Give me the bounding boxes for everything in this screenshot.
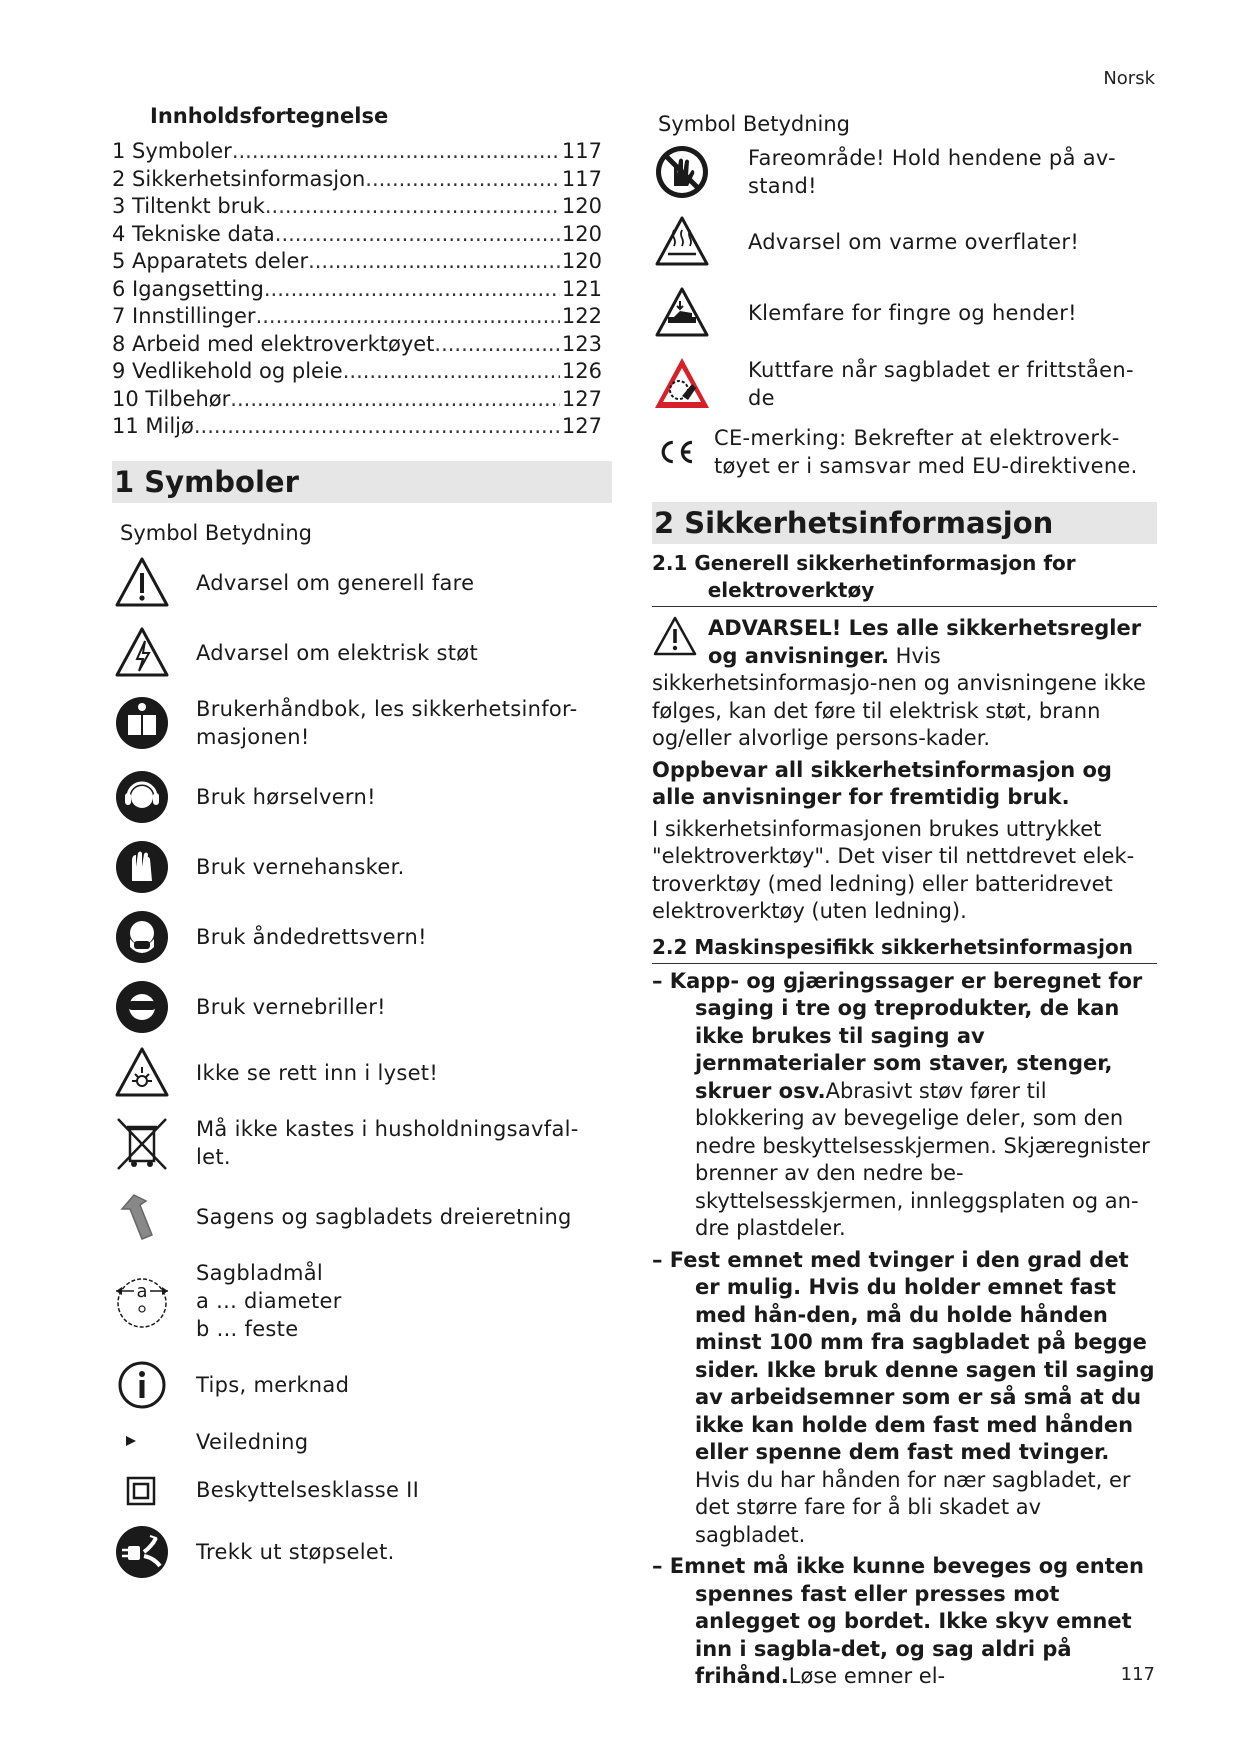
toc-item-label: 1 Symboler [112, 139, 232, 163]
toc-item[interactable] [112, 358, 602, 386]
symbol-description: Bruk hørselvern! [196, 784, 376, 809]
toc-item-label: 4 Tekniske data [112, 221, 275, 246]
section-heading-symbols: 1 Symboler [112, 461, 612, 503]
toc-item-page: 117 [561, 166, 602, 191]
symbol-description: Advarsel om generell fare [196, 570, 475, 595]
symbol-description: Bruk vernebriller! [196, 994, 386, 1019]
toc-leader [194, 413, 560, 441]
toc-item[interactable] [112, 303, 602, 331]
toc-item-label: 2 Sikkerhetsinformasjon [112, 166, 366, 191]
toc-item-page: 120 [561, 249, 602, 273]
toc-item-page: 127 [561, 386, 602, 411]
unplug-icon [112, 1522, 172, 1582]
toc-item-page: 123 [561, 331, 602, 356]
symbol-row [112, 903, 612, 971]
symbol-row [112, 1517, 612, 1587]
toc-leader [343, 358, 560, 386]
toc-item-label: 11 Miljø [112, 414, 194, 438]
saw-blade-icon-label: a [136, 1280, 148, 1302]
toc-item[interactable] [112, 138, 602, 166]
toc-item[interactable] [112, 386, 602, 414]
safety-bullet-text: Abrasivt støv fører til blokkering av bevegelige deler, som den nedre beskyttelsesskjermen. Skjæregnister brenner av den nedre be-skyttelsesskjermen, innleggsplaten og an-dre plastdeler. [695, 1078, 1150, 1240]
symbol-description: Bruk åndedrettsvern! [196, 924, 427, 949]
safety-bullet-list [652, 968, 1157, 1691]
symbol-row [652, 282, 1157, 344]
toc-item-page: 120 [561, 221, 602, 246]
toc-item[interactable] [112, 413, 602, 441]
symbol-row [652, 212, 1157, 272]
keep-instructions-text: Oppbevar all sikkerhetsinformasjon og alle anvisninger for fremtidig bruk. [652, 757, 1112, 809]
symbol-row [652, 354, 1157, 414]
symbol-description: Tips, merknad [196, 1372, 350, 1397]
saw-blade-dimension-icon [112, 1271, 172, 1331]
toc-leader [308, 248, 560, 276]
respiratory-protection-icon [112, 907, 172, 967]
symbol-row [112, 1043, 612, 1103]
safety-bullet-bold: – Emnet må ikke kunne beveges og enten spennes fast eller presses mot anlegget og bordet. Ikke skyv emnet inn i sagbla-det, og sag aldri på frihånd. [652, 1554, 1144, 1688]
toc-item-page: 121 [561, 276, 602, 301]
toc-leader [230, 386, 560, 414]
symbol-row [112, 623, 612, 683]
symbol-description: Advarsel om varme overflater! [748, 230, 1080, 254]
symbol-description: Klemfare for fingre og hender! [748, 301, 1077, 325]
symbol-row [112, 689, 612, 757]
safety-bullet [652, 968, 1157, 1243]
warning-bold: ADVARSEL! Les alle sikkerhetsregler og anvisninger. [708, 616, 1142, 668]
safety-bullet [652, 1247, 1157, 1550]
instruction-arrow-icon [112, 1427, 172, 1457]
symbol-description: Beskyttelsesklasse II [196, 1477, 420, 1502]
symbol-row [112, 553, 612, 613]
toc-item-page: 126 [561, 359, 602, 383]
toc-leader [434, 331, 560, 359]
laser-warning-icon [112, 1043, 172, 1103]
toc-item-page: 117 [561, 139, 602, 163]
safety-goggles-icon [112, 977, 172, 1037]
symbol-table-header: Symbol Betydning [120, 520, 313, 545]
warning-icon [652, 615, 702, 659]
safety-bullet-text: Hvis du har hånden for nær sagbladet, er det større fare for å bli skadet av sagbladet. [695, 1467, 1131, 1547]
info-icon [112, 1355, 172, 1415]
symbol-list [112, 553, 612, 1587]
symbol-row [112, 837, 612, 897]
symbol-description: Bruk vernehansker. [196, 854, 405, 879]
page-language: Norsk [1103, 68, 1155, 89]
toc-item-label: 7 Innstillinger [112, 304, 256, 328]
symbol-row [112, 1109, 612, 1177]
toc-item-label: 8 Arbeid med elektroverktøyet [112, 331, 435, 356]
warning-paragraph [652, 615, 1157, 753]
symbol-list-continued [652, 142, 1157, 480]
subsection-heading-machine: 2.2 Maskinspesifikk sikkerhetsinformasjon [652, 934, 1157, 964]
protective-gloves-icon [112, 837, 172, 897]
safety-bullet-bold: – Kapp- og gjæringssager er beregnet for saging i tre og treprodukter, de kan ikke brukes til saging av jernmaterialer som staver, stenger, skruer osv. [652, 968, 1143, 1103]
safety-bullet-bold: – Fest emnet med tvinger i den grad det er mulig. Hvis du holder emnet fast med hån-den, må du holde hånden minst 100 mm fra sagbladet på begge sider. Ikke bruk denne sagen til saging av arbeidsemner som er så små at du ikke kan holde dem fast med hånden eller spenne dem fast med tvinger. [652, 1247, 1155, 1464]
symbol-description: Brukerhåndbok, les sikkerhetsinfor- masjonen! [196, 696, 578, 749]
symbol-row [112, 1469, 612, 1511]
toc-leader [256, 303, 560, 331]
term-note-text: I sikkerhetsinformasjonen brukes uttrykket "elektroverktøy". Det viser til nettdrevet elek-troverktøy (med ledning) eller batteridrevet elektroverktøy (uten ledning). [652, 816, 1135, 923]
crossed-bin-icon [112, 1113, 172, 1173]
table-of-contents [112, 138, 602, 441]
left-column [112, 104, 612, 1587]
symbol-row [112, 1355, 612, 1415]
symbol-description: Ikke se rett inn i lyset! [196, 1060, 439, 1085]
toc-item[interactable] [112, 221, 602, 249]
right-column [652, 112, 1157, 1695]
toc-item-label: 9 Vedlikehold og pleie [112, 359, 343, 383]
toc-item[interactable] [112, 276, 602, 304]
warning-text: Hvis sikkerhetsinformasjo-nen og anvisningene ikke følges, kan det føre til elektrisk støt, brann og/eller alvorlige persons-kader. [652, 643, 1146, 750]
toc-leader [265, 193, 560, 221]
toc-item[interactable] [112, 248, 602, 276]
symbol-description: Må ikke kastes i husholdningsavfal- let. [196, 1116, 579, 1169]
toc-item[interactable] [112, 166, 602, 194]
symbol-row [112, 1421, 612, 1463]
toc-item-label: 3 Tiltenkt bruk [112, 194, 265, 218]
symbol-description: Sagens og sagbladets dreieretning [196, 1204, 572, 1229]
page-number: 117 [1120, 1664, 1155, 1685]
toc-item-label: 5 Apparatets deler [112, 249, 309, 273]
symbol-row [652, 142, 1157, 202]
toc-leader [275, 221, 560, 249]
warning-triangle-icon [112, 553, 172, 613]
keep-hands-away-icon [652, 142, 712, 202]
electric-shock-warning-icon [112, 623, 172, 683]
read-manual-icon [112, 693, 172, 753]
symbol-description: Sagbladmål a ... diameter b ... feste [196, 1260, 342, 1341]
symbol-row [112, 763, 612, 831]
toc-item[interactable] [112, 193, 602, 221]
toc-item-label: 6 Igangsetting [112, 276, 264, 301]
symbol-description: Kuttfare når sagbladet er frittståen- de [748, 358, 1134, 410]
toc-item[interactable] [112, 331, 602, 359]
rotation-arrow-icon [112, 1187, 172, 1247]
crushing-hands-icon [652, 283, 712, 343]
symbol-row [112, 1187, 612, 1247]
protection-class-ii-icon [112, 1460, 172, 1520]
symbol-description: Advarsel om elektrisk støt [196, 640, 478, 665]
symbol-row [112, 977, 612, 1037]
symbol-row [652, 424, 1157, 480]
cutting-hazard-icon [652, 354, 712, 414]
symbol-description: Trekk ut støpselet. [196, 1539, 395, 1564]
toc-item-page: 120 [561, 194, 602, 218]
toc-leader [232, 138, 560, 166]
symbol-table-header-continued: Symbol Betydning [658, 112, 851, 136]
symbol-row [112, 1253, 612, 1349]
section-heading-safety: 2 Sikkerhetsinformasjon [652, 502, 1157, 544]
hearing-protection-icon [112, 767, 172, 827]
safety-bullet-text: Løse emner el- [788, 1664, 946, 1688]
toc-title: Innholdsfortegnelse [150, 104, 389, 128]
subsection-heading-general: 2.1 Generell sikkerhetinformasjon for elektroverktøy [652, 550, 1157, 607]
safety-bullet [652, 1553, 1157, 1691]
symbol-description: Fareområde! Hold hendene på av- stand! [748, 146, 1116, 198]
toc-leader [365, 166, 560, 194]
toc-item-label: 10 Tilbehør [112, 386, 231, 411]
toc-leader [264, 276, 560, 304]
toc-item-page: 122 [561, 304, 602, 328]
symbol-description: Veiledning [196, 1429, 309, 1454]
symbol-description: CE-merking: Bekrefter at elektroverk- tøyet er i samsvar med EU-direktivene. [714, 426, 1138, 478]
toc-item-page: 127 [561, 414, 602, 438]
ce-mark-icon [652, 428, 700, 476]
hot-surface-icon [652, 212, 712, 272]
